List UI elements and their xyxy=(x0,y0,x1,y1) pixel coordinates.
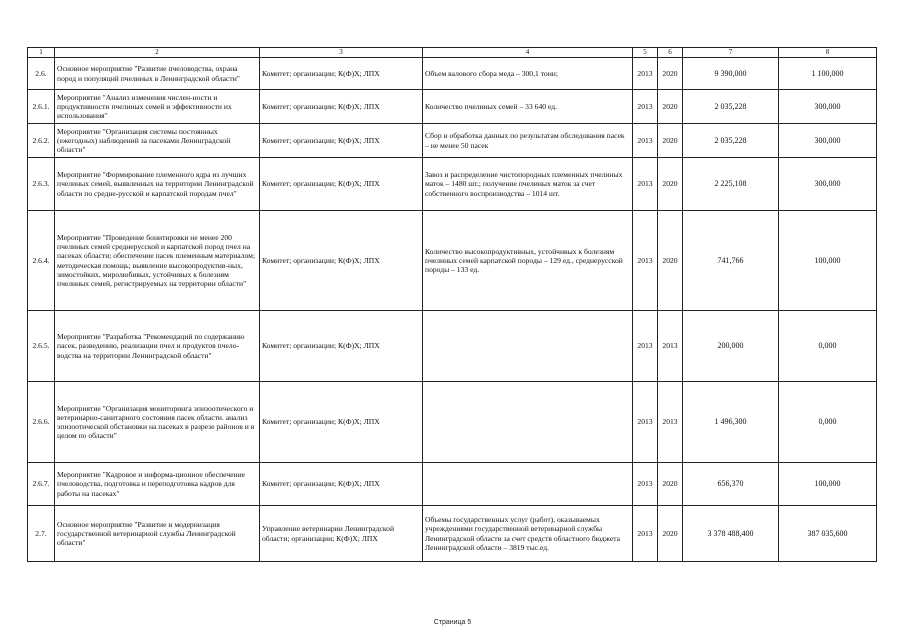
program-table xyxy=(27,47,877,562)
cell-name: Мероприятие "Формирование племенного ядра из лучших пчелиных семей, выявленных на территории Ленинградской области по средне-русской и карпатской породам пчел" xyxy=(55,158,260,211)
cell-amount: 0,000 xyxy=(779,311,877,382)
header-cell: 8 xyxy=(779,48,877,58)
cell-indicator xyxy=(423,463,633,506)
table-row xyxy=(28,124,877,158)
cell-end: 2020 xyxy=(658,506,683,562)
cell-name: Мероприятие "Анализ изменения числен-ности и продуктивности пчелиных семей и эффективности их использования" xyxy=(55,90,260,124)
header-cell: 5 xyxy=(633,48,658,58)
cell-amount: 300,000 xyxy=(779,158,877,211)
cell-num: 2.7. xyxy=(28,506,55,562)
cell-executor: Комитет; организации; К(Ф)Х; ЛПХ xyxy=(260,124,423,158)
table-row xyxy=(28,311,877,382)
header-cell: 3 xyxy=(260,48,423,58)
cell-name: Основное мероприятие "Развитие пчеловодства, охрана пород и популяций пчелиных в Ленинградской области" xyxy=(55,58,260,90)
cell-name: Мероприятие "Кадровое и информа-ционное обеспечение пчеловодства, подготовка и переподготовка кадров для работы на пасеках" xyxy=(55,463,260,506)
page-number: Страница 5 xyxy=(433,619,472,626)
cell-executor: Комитет; организации; К(Ф)Х; ЛПХ xyxy=(260,58,423,90)
cell-start: 2013 xyxy=(633,382,658,463)
cell-end: 2020 xyxy=(658,124,683,158)
cell-num: 2.6.2. xyxy=(28,124,55,158)
cell-total: 200,000 xyxy=(683,311,779,382)
cell-total: 656,370 xyxy=(683,463,779,506)
table-row xyxy=(28,58,877,90)
cell-amount: 1 100,000 xyxy=(779,58,877,90)
cell-end: 2020 xyxy=(658,211,683,311)
cell-amount: 0,000 xyxy=(779,382,877,463)
table-row xyxy=(28,211,877,311)
cell-indicator xyxy=(423,382,633,463)
cell-indicator: Объемы государственных услуг (работ), оказываемых учреждениями государственной ветеринарной службы Ленинградской области за счет средств областного бюджета Ленинградской области – 3819 тыс.ед. xyxy=(423,506,633,562)
table-row xyxy=(28,506,877,562)
cell-end: 2020 xyxy=(658,90,683,124)
cell-start: 2013 xyxy=(633,211,658,311)
header-cell: 7 xyxy=(683,48,779,58)
cell-amount: 387 035,600 xyxy=(779,506,877,562)
cell-num: 2.6. xyxy=(28,58,55,90)
cell-indicator: Завоз и распределение чистопородных племенных пчелиных маток – 1480 шт.; получение пчелиных маток за счет собственного воспроизводства – 1014 шт. xyxy=(423,158,633,211)
cell-end: 2013 xyxy=(658,311,683,382)
cell-executor: Комитет; организации; К(Ф)Х; ЛПХ xyxy=(260,311,423,382)
cell-executor: Комитет; организации; К(Ф)Х; ЛПХ xyxy=(260,211,423,311)
cell-executor: Комитет; организации; К(Ф)Х; ЛПХ xyxy=(260,90,423,124)
cell-num: 2.6.4. xyxy=(28,211,55,311)
cell-start: 2013 xyxy=(633,90,658,124)
cell-start: 2013 xyxy=(633,124,658,158)
cell-total: 2 035,228 xyxy=(683,90,779,124)
cell-indicator: Количество пчелиных семей – 33 640 ед. xyxy=(423,90,633,124)
cell-name: Мероприятие "Организация мониторинга эпизоотического и ветеринарно-санитарного состояния пасек области. анализ эпизоотической обстановки на пасеках в разрезе районов и в целом по области" xyxy=(55,382,260,463)
header-cell: 4 xyxy=(423,48,633,58)
cell-indicator: Сбор и обработка данных по результатам обследования пасек – не менее 50 пасек xyxy=(423,124,633,158)
table-row xyxy=(28,90,877,124)
header-row xyxy=(28,48,877,58)
header-cell: 2 xyxy=(55,48,260,58)
table-row xyxy=(28,463,877,506)
cell-total: 3 378 488,400 xyxy=(683,506,779,562)
cell-start: 2013 xyxy=(633,58,658,90)
cell-indicator: Объем валового сбора меда – 300,1 тонн; xyxy=(423,58,633,90)
cell-amount: 300,000 xyxy=(779,124,877,158)
cell-total: 741,766 xyxy=(683,211,779,311)
cell-end: 2020 xyxy=(658,58,683,90)
cell-start: 2013 xyxy=(633,158,658,211)
cell-total: 2 035,228 xyxy=(683,124,779,158)
cell-end: 2020 xyxy=(658,158,683,211)
cell-indicator: Количество высокопродуктивных, устойчивых к болезням пчелиных семей карпатской породы – 129 ед., среднерусской породы – 133 ед. xyxy=(423,211,633,311)
cell-start: 2013 xyxy=(633,506,658,562)
cell-num: 2.6.1. xyxy=(28,90,55,124)
cell-name: Мероприятие "Проведение бонитировки не менее 200 пчелиных семей среднерусской и карпатской пород пчел на пасеках области; обеспечение пасек племенным материалом; методическая помощь; выявление высокопродуктив-ных, зимостойких, миролюбивых, устойчивых к болезням пчелиных семей, регистрируемых на территории области" xyxy=(55,211,260,311)
cell-total: 1 496,300 xyxy=(683,382,779,463)
cell-amount: 100,000 xyxy=(779,463,877,506)
cell-executor: Управление ветеринарии Ленинградской области; организации; К(Ф)Х; ЛПХ xyxy=(260,506,423,562)
cell-end: 2020 xyxy=(658,463,683,506)
cell-num: 2.6.5. xyxy=(28,311,55,382)
cell-num: 2.6.6. xyxy=(28,382,55,463)
cell-total: 2 225,108 xyxy=(683,158,779,211)
cell-executor: Комитет; организации; К(Ф)Х; ЛПХ xyxy=(260,463,423,506)
cell-start: 2013 xyxy=(633,311,658,382)
cell-executor: Комитет; организации; К(Ф)Х; ЛПХ xyxy=(260,158,423,211)
cell-executor: Комитет; организации; К(Ф)Х; ЛПХ xyxy=(260,382,423,463)
table-row xyxy=(28,158,877,211)
table-row xyxy=(28,382,877,463)
cell-num: 2.6.3. xyxy=(28,158,55,211)
header-cell: 6 xyxy=(658,48,683,58)
cell-indicator xyxy=(423,311,633,382)
header-cell: 1 xyxy=(28,48,55,58)
cell-amount: 300,000 xyxy=(779,90,877,124)
cell-start: 2013 xyxy=(633,463,658,506)
cell-name: Мероприятие "Разработка "Рекомендаций по содержанию пасек, разведению, реализации пчел и продуктов пчело-водства на территории Ленинградской области" xyxy=(55,311,260,382)
cell-name: Мероприятие "Организация системы постоянных (ежегодных) наблюдений за пасеками Ленинградской области" xyxy=(55,124,260,158)
cell-total: 9 390,000 xyxy=(683,58,779,90)
cell-name: Основное мероприятие "Развитие и модернизация государственной ветеринарной службы Ленинградской области" xyxy=(55,506,260,562)
cell-num: 2.6.7. xyxy=(28,463,55,506)
cell-end: 2013 xyxy=(658,382,683,463)
cell-amount: 100,000 xyxy=(779,211,877,311)
